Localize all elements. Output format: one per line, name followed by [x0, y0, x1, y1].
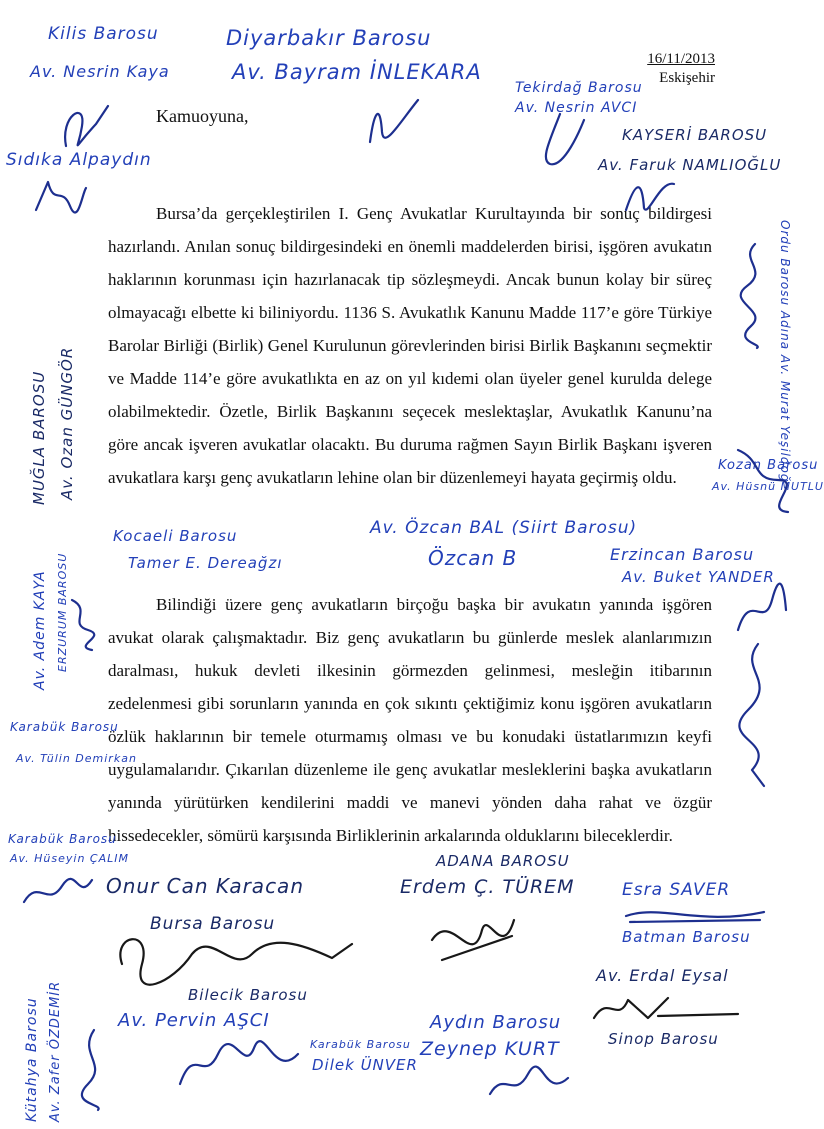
handwriting-mugla-bar: MUĞLA BAROSU	[30, 370, 48, 505]
handwriting-erdem: Erdem Ç. TÜREM	[400, 876, 575, 898]
signature-scribble	[520, 110, 590, 170]
handwriting-kayseri-bar: KAYSERİ BAROSU	[622, 126, 768, 144]
handwriting-tekirdag-name: Av. Nesrin AVCI	[515, 100, 638, 116]
signature-scribble	[620, 170, 680, 220]
handwriting-mugla-name: Av. Ozan GÜNGÖR	[58, 346, 76, 500]
signature-scribble	[735, 240, 775, 350]
signature-scribble	[56, 96, 116, 156]
paragraph-text: Bilindiği üzere genç avukatların birçoğu başka bir avukatın yanında işgören avukat olarak çalışmaktadır. Biz genç avukatların bu günlerde meslek alanlarımızın daralması, hukuk devleti ilkesinin görmezden gelinmesi, mesleğin itibarının zedelenmesi gibi sorunların yanında en çok sıkıntı çektiğimiz konu işgören avukatların özlük haklarının bir temele oturmamış olması ve bu konudaki üstatlarımızın keyfi uygulamalarıdır. Çıkarılan düzenleme ile genç avukatlar mesleklerini başka avukatların yanında yürütürken kendilerini maddi ve manevi yönden daha rahat ve özgür hissedecekler, sömürü karşısında Birliklerinin arkalarında olduklarını bileceklerdir.	[108, 595, 712, 845]
handwriting-diyarbakir-bar: Diyarbakır Barosu	[226, 26, 432, 50]
handwriting-kilis-name: Av. Nesrin Kaya	[30, 62, 170, 81]
signature-scribble	[484, 1064, 574, 1104]
body-paragraph-1	[108, 197, 712, 494]
handwriting-erzurum-bar: ERZURUM BAROSU	[56, 552, 69, 672]
handwriting-pervin: Av. Pervin AŞCI	[118, 1010, 270, 1031]
handwriting-karabuk3-bar: Karabük Barosu	[310, 1038, 411, 1051]
handwriting-ozcan: Özcan B	[428, 546, 518, 570]
handwriting-karabuk2-name: Av. Hüseyin ÇALIM	[10, 852, 129, 865]
signature-scribble	[62, 594, 102, 654]
signature-scribble	[174, 1034, 304, 1094]
handwriting-zafer: Av. Zafer ÖZDEMİR	[48, 980, 63, 1122]
handwriting-ordu: Ordu Barosu Adına Av. Murat Yeşildoğ	[778, 220, 792, 483]
handwriting-karabuk-name: Av. Tülin Demirkan	[16, 752, 137, 765]
signature-scribble	[588, 988, 748, 1028]
signature-scribble	[112, 924, 362, 988]
document-city: Eskişehir	[659, 70, 715, 86]
handwriting-erdal: Av. Erdal Eysal	[596, 966, 729, 985]
handwriting-sidika: Sıdıka Alpaydın	[6, 150, 152, 170]
handwriting-husnu: Av. Hüsnü MUTLU	[712, 480, 824, 493]
signature-scribble	[422, 900, 522, 980]
handwriting-batman: Batman Barosu	[622, 928, 751, 946]
handwriting-erzurum-name: Av. Adem KAYA	[32, 570, 48, 690]
handwriting-kutahya: Kütahya Barosu	[24, 997, 40, 1122]
handwriting-erzincan-bar: Erzincan Barosu	[610, 545, 755, 564]
handwriting-bilecik: Bilecik Barosu	[188, 986, 308, 1004]
handwriting-karabuk-bar: Karabük Barosu	[10, 720, 119, 734]
date-block	[647, 50, 715, 88]
signature-scribble	[18, 872, 98, 912]
handwriting-kozan-bar: Kozan Barosu	[718, 458, 819, 473]
handwriting-sinop: Sinop Barosu	[608, 1030, 719, 1048]
handwriting-diyarbakir-name: Av. Bayram İNLEKARA	[232, 60, 482, 84]
handwriting-kocaeli-name: Tamer E. Dereağzı	[128, 554, 283, 572]
handwriting-tekirdag-bar: Tekirdağ Barosu	[515, 80, 643, 96]
handwriting-adana-bar: ADANA BAROSU	[436, 852, 570, 870]
body-paragraph-2	[108, 588, 712, 852]
signature-scribble	[30, 176, 90, 216]
salutation: Kamuoyuna,	[156, 106, 249, 126]
handwriting-esra: Esra SAVER	[622, 880, 731, 900]
handwriting-kilis-bar: Kilis Barosu	[48, 24, 159, 44]
handwriting-aydin: Aydın Barosu	[430, 1012, 562, 1033]
handwriting-bursa: Bursa Barosu	[150, 914, 276, 934]
handwriting-zeynep: Zeynep KURT	[420, 1038, 560, 1060]
signature-scribble	[620, 900, 770, 930]
handwriting-dilek: Dilek ÜNVER	[312, 1056, 418, 1074]
document-date: 16/11/2013	[647, 51, 715, 67]
signature-scribble	[730, 580, 790, 640]
signature-scribble	[728, 640, 788, 790]
handwriting-kayseri-name: Av. Faruk NAMLIOĞLU	[598, 156, 782, 174]
signature-scribble	[360, 92, 430, 152]
signature-scribble	[74, 1024, 114, 1114]
handwriting-siirt: Av. Özcan BAL (Siirt Barosu)	[370, 518, 638, 538]
handwriting-karabuk2-bar: Karabük Barosu	[8, 832, 117, 846]
handwriting-kocaeli-bar: Kocaeli Barosu	[113, 527, 238, 545]
paragraph-text: Bursa’da gerçekleştirilen I. Genç Avukatlar Kurultayında bir sonuç bildirgesi hazırlandı. Anılan sonuç bildirgesindeki en önemli maddelerden birisi, işgören avukatın haklarının korunması için hazırlanacak tip sözleşmeydi. Ancak bunun kolay bir süreç olmayacağı elbette ki biliniyordu. 1136 S. Avukatlık Kanunu Madde 117’e göre Türkiye Barolar Birliği (Birlik) Genel Kurulunun görevlerinden birisi Birlik Başkanını seçmektir ve Madde 114’e göre avukatlıkta en az on yıl kıdemi olan üyeler genel kurulda delege olabilmektedir. Özetle, Birlik Başkanını seçecek meslektaşlar, Avukatlık Kanunu’na göre ancak işveren avukatlar olacaktı. Bu duruma rağmen Sayın Birlik Başkanı işveren avukatlara karşı genç avukatların lehine olan bir düzenlemeyi hayata geçirmiş oldu.	[108, 204, 712, 487]
signature-scribble	[732, 440, 792, 520]
handwriting-erzincan-name: Av. Buket YANDER	[622, 568, 775, 586]
handwriting-onur: Onur Can Karacan	[106, 874, 304, 898]
